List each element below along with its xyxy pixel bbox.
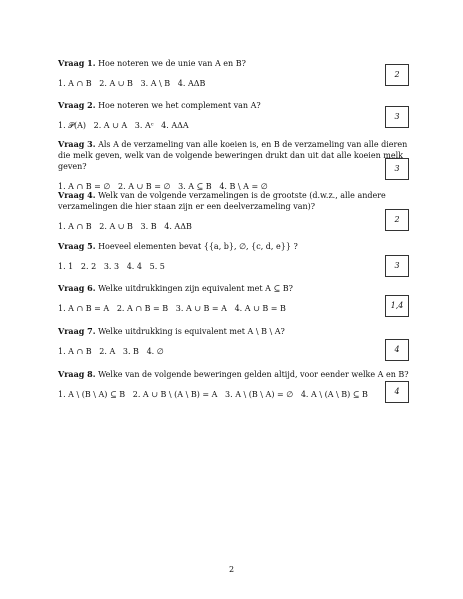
- option-3: 3. Aᶜ: [134, 121, 154, 130]
- question-text: Hoe noteren we de unie van A en B?: [98, 59, 246, 68]
- question-text: Hoeveel elementen bevat {{a, b}, ∅, {c, d, e}} ?: [98, 242, 298, 251]
- option-4: 4. AΔB: [164, 222, 192, 231]
- question-label: Vraag 4.: [58, 190, 96, 200]
- option-4: 4. A ∪ B = B: [234, 304, 286, 313]
- question-7: [58, 326, 410, 357]
- question-text: Hoe noteren we het complement van A?: [98, 101, 261, 110]
- option-2: 2. A ∪ A: [93, 121, 128, 130]
- option-2: 2. A ∪ B: [99, 222, 133, 231]
- question-label: Vraag 3.: [58, 139, 96, 149]
- option-2: 2. A ∪ B: [99, 79, 133, 88]
- option-2: 2. A ∪ B = ∅: [118, 182, 171, 191]
- options: [58, 261, 410, 272]
- option-4: 4. B \ A = ∅: [219, 182, 268, 191]
- option-2: 2. 2: [80, 262, 97, 271]
- question-label: Vraag 8.: [58, 369, 96, 379]
- option-2: 2. A: [99, 347, 116, 356]
- question-3: [58, 139, 410, 192]
- question-label: Vraag 5.: [58, 241, 96, 251]
- answer-box-4: 2: [385, 209, 409, 231]
- option-3: 3. A ∪ B = A: [175, 304, 227, 313]
- question-8: [58, 369, 410, 400]
- option-4: 4. A \ (A \ B) ⊆ B: [300, 390, 368, 399]
- option-1: 1. A ∩ B = A: [58, 304, 110, 313]
- answer-box-5: 3: [385, 255, 409, 277]
- answer-box-1: 2: [385, 64, 409, 86]
- option-3: 3. B: [122, 347, 139, 356]
- question-text: Welke uitdrukkingen zijn equivalent met A ⊆ B?: [98, 284, 293, 293]
- page-number: 2: [228, 565, 235, 574]
- question-text: Welk van de volgende verzamelingen is de grootste (d.w.z., alle andere verzamelingen die hier staan zijn er een deelverzameling van)?: [58, 191, 386, 211]
- question-2: [58, 100, 410, 131]
- option-3: 3. B: [140, 222, 157, 231]
- question-label: Vraag 7.: [58, 326, 96, 336]
- option-1: 1. 1: [58, 262, 74, 271]
- option-4: 4. AΔB: [177, 79, 206, 88]
- options: [58, 346, 410, 357]
- option-3: 3. A \ B: [140, 79, 171, 88]
- options: [58, 120, 410, 131]
- answer-box-3: 3: [385, 158, 409, 180]
- option-2: 2. A ∩ B = B: [116, 304, 169, 313]
- option-1: 1. 𝒫(A): [58, 121, 86, 130]
- question-text: Welke van de volgende beweringen gelden altijd, voor eender welke A en B?: [98, 370, 409, 379]
- option-1: 1. A ∩ B = ∅: [58, 182, 111, 191]
- question-6: [58, 283, 410, 314]
- option-1: 1. A ∩ B: [58, 222, 92, 231]
- option-1: 1. A ∩ B: [58, 347, 92, 356]
- options: [58, 303, 410, 314]
- question-1: [58, 58, 410, 89]
- option-2: 2. A ∪ B \ (A \ B) = A: [132, 390, 218, 399]
- option-4: 4. 4: [126, 262, 142, 271]
- option-1: 1. A ∩ B: [58, 79, 92, 88]
- option-4: 4. AΔA: [161, 121, 189, 130]
- answer-box-8: 4: [385, 381, 409, 403]
- options: [58, 389, 410, 400]
- answer-box-2: 3: [385, 106, 409, 128]
- question-text: Als A de verzameling van alle koeien is, en B de verzameling van alle dieren die melk geven, welk van de volgende beweringen drukt dan uit dat alle koeien melk geven?: [58, 140, 408, 171]
- options: [58, 78, 410, 89]
- option-3: 3. A ⊆ B: [178, 182, 212, 191]
- option-3: 3. 3: [103, 262, 120, 271]
- option-3: 3. A \ (B \ A) = ∅: [225, 390, 294, 399]
- answer-box-7: 4: [385, 339, 409, 361]
- question-label: Vraag 2.: [58, 100, 96, 110]
- question-label: Vraag 1.: [58, 58, 96, 68]
- question-label: Vraag 6.: [58, 283, 96, 293]
- option-5: 5. 5: [149, 262, 165, 271]
- question-text: Welke uitdrukking is equivalent met A \ B \ A?: [98, 327, 285, 336]
- answer-box-6: 1,4: [385, 295, 409, 317]
- question-5: [58, 241, 410, 272]
- option-1: 1. A \ (B \ A) ⊆ B: [58, 390, 126, 399]
- question-4: [58, 190, 410, 232]
- options: [58, 221, 410, 232]
- option-4: 4. ∅: [146, 347, 164, 356]
